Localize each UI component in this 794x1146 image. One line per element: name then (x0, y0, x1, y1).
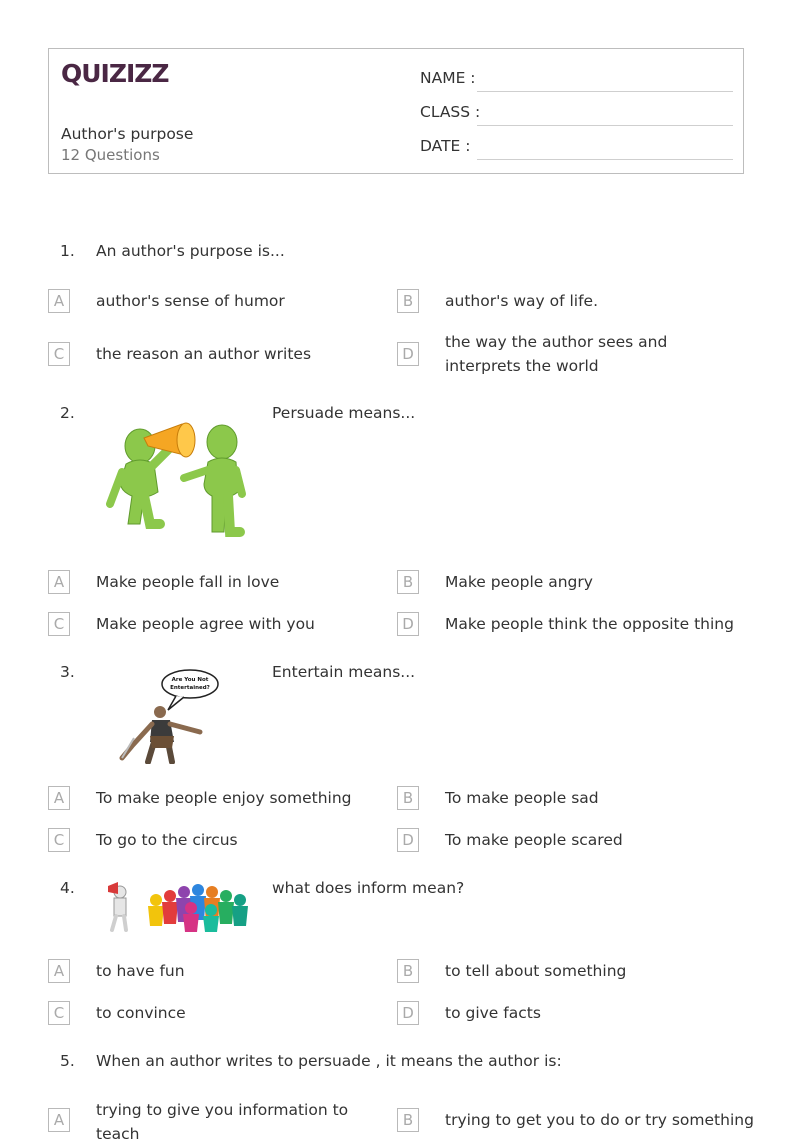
question-text: An author's purpose is... (96, 242, 285, 260)
option-text: To make people sad (445, 789, 599, 807)
option-letter: D (397, 342, 419, 366)
question-text: what does inform mean? (272, 879, 465, 897)
option-text: to have fun (96, 962, 185, 980)
question-count: 12 Questions (61, 146, 160, 164)
option-text: trying to give you information to teach (96, 1101, 349, 1143)
speech-bubble-text-line1: Are You Not (171, 677, 209, 683)
option-text: author's way of life. (445, 292, 599, 310)
option-text: trying to get you to do or try something (445, 1111, 754, 1129)
class-line (477, 125, 733, 126)
megaphone-figures-image (104, 412, 250, 542)
name-label: NAME : (420, 69, 476, 87)
date-line (477, 159, 733, 160)
option-text: to give facts (445, 1004, 541, 1022)
option-text: Make people fall in love (96, 573, 280, 591)
option-text: to tell about something (445, 962, 627, 980)
option-text: Make people think the opposite thing (445, 615, 734, 633)
question-text: Entertain means... (272, 663, 416, 681)
worksheet-title: Author's purpose (61, 125, 194, 143)
option-letter: D (397, 612, 419, 636)
option-letter: A (48, 1108, 70, 1132)
speech-bubble-text-line2: Entertained? (170, 685, 210, 691)
date-label: DATE : (420, 137, 471, 155)
worksheet-header (48, 48, 744, 174)
option-text: the reason an author writes (96, 345, 312, 363)
option-text: To make people scared (445, 831, 623, 849)
option-text: to convince (96, 1004, 186, 1022)
option-letter: B (397, 786, 419, 810)
option-text: the way the author sees and interprets the world (445, 333, 668, 375)
question-text: When an author writes to persuade , it means the author is: (96, 1052, 562, 1070)
option-letter: B (397, 1108, 419, 1132)
option-text: To make people enjoy something (96, 789, 352, 807)
option-letter: B (397, 959, 419, 983)
gladiator-image (114, 666, 224, 764)
option-letter: B (397, 289, 419, 313)
option-letter: C (48, 342, 70, 366)
question-number: 3. (60, 663, 75, 681)
name-line (477, 91, 733, 92)
crowd-figures-image (96, 878, 254, 934)
option-letter: A (48, 786, 70, 810)
option-letter: D (397, 828, 419, 852)
option-text: Make people agree with you (96, 615, 315, 633)
option-text: To go to the circus (96, 831, 238, 849)
option-letter: C (48, 1001, 70, 1025)
option-letter: B (397, 570, 419, 594)
question-number: 2. (60, 404, 75, 422)
option-text: author's sense of humor (96, 292, 285, 310)
option-letter: C (48, 828, 70, 852)
option-letter: A (48, 289, 70, 313)
question-text: Persuade means... (272, 404, 416, 422)
option-letter: D (397, 1001, 419, 1025)
option-letter: C (48, 612, 70, 636)
class-label: CLASS : (420, 103, 481, 121)
option-letter: A (48, 570, 70, 594)
question-number: 4. (60, 879, 75, 897)
question-number: 1. (60, 242, 75, 260)
option-text: Make people angry (445, 573, 593, 591)
question-number: 5. (60, 1052, 75, 1070)
quizizz-logo: QUIZIZZ (61, 59, 169, 88)
option-letter: A (48, 959, 70, 983)
